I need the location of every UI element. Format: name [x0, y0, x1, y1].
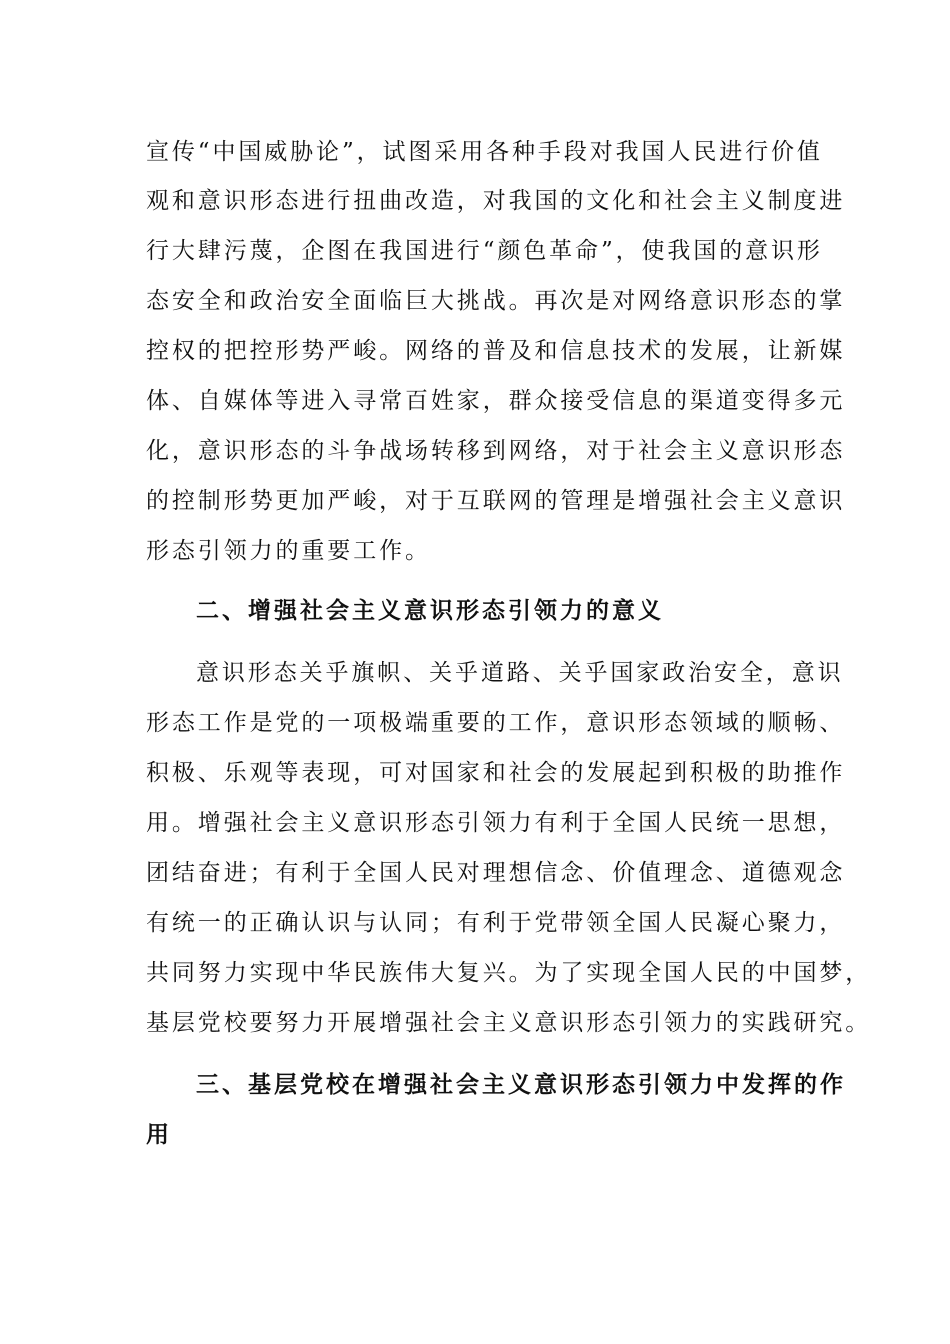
paragraph-line: 行大肆污蔑，企图在我国进行“颜色革命”，使我国的意识形	[146, 238, 823, 264]
paragraph-line: 宣传“中国威胁论”，试图采用各种手段对我国人民进行价值	[146, 139, 823, 165]
paragraph-line: 团结奋进；有利于全国人民对理想信念、价值理念、道德观念	[146, 860, 846, 886]
paragraph-line: 形态引领力的重要工作。	[146, 538, 431, 564]
section-heading: 三、基层党校在增强社会主义意识形态引领力中发挥的作	[196, 1072, 846, 1098]
paragraph-line: 有统一的正确认识与认同；有利于党带领全国人民凝心聚力，	[146, 910, 846, 936]
paragraph-line: 的控制形势更加严峻，对于互联网的管理是增强社会主义意识	[146, 488, 846, 514]
paragraph-line: 共同努力实现中华民族伟大复兴。为了实现全国人民的中国梦，	[146, 960, 872, 986]
paragraph-line: 观和意识形态进行扭曲改造，对我国的文化和社会主义制度进	[146, 188, 846, 214]
paragraph-line: 意识形态关乎旗帜、关乎道路、关乎国家政治安全，意识	[196, 660, 844, 686]
paragraph-line: 体、自媒体等进入寻常百姓家，群众接受信息的渠道变得多元	[146, 388, 846, 414]
paragraph-line: 基层党校要努力开展增强社会主义意识形态引领力的实践研究。	[146, 1010, 872, 1036]
section-heading-continuation: 用	[146, 1122, 172, 1148]
paragraph-line: 控权的把控形势严峻。网络的普及和信息技术的发展，让新媒	[146, 338, 846, 364]
paragraph-line: 积极、乐观等表现，可对国家和社会的发展起到积极的助推作	[146, 760, 846, 786]
paragraph-line: 用。增强社会主义意识形态引领力有利于全国人民统一思想，	[146, 810, 846, 836]
paragraph-line: 态安全和政治安全面临巨大挑战。再次是对网络意识形态的掌	[146, 288, 846, 314]
section-heading: 二、增强社会主义意识形态引领力的意义	[196, 598, 664, 624]
paragraph-line: 化，意识形态的斗争战场转移到网络，对于社会主义意识形态	[146, 438, 846, 464]
paragraph-line: 形态工作是党的一项极端重要的工作，意识形态领域的顺畅、	[146, 710, 846, 736]
